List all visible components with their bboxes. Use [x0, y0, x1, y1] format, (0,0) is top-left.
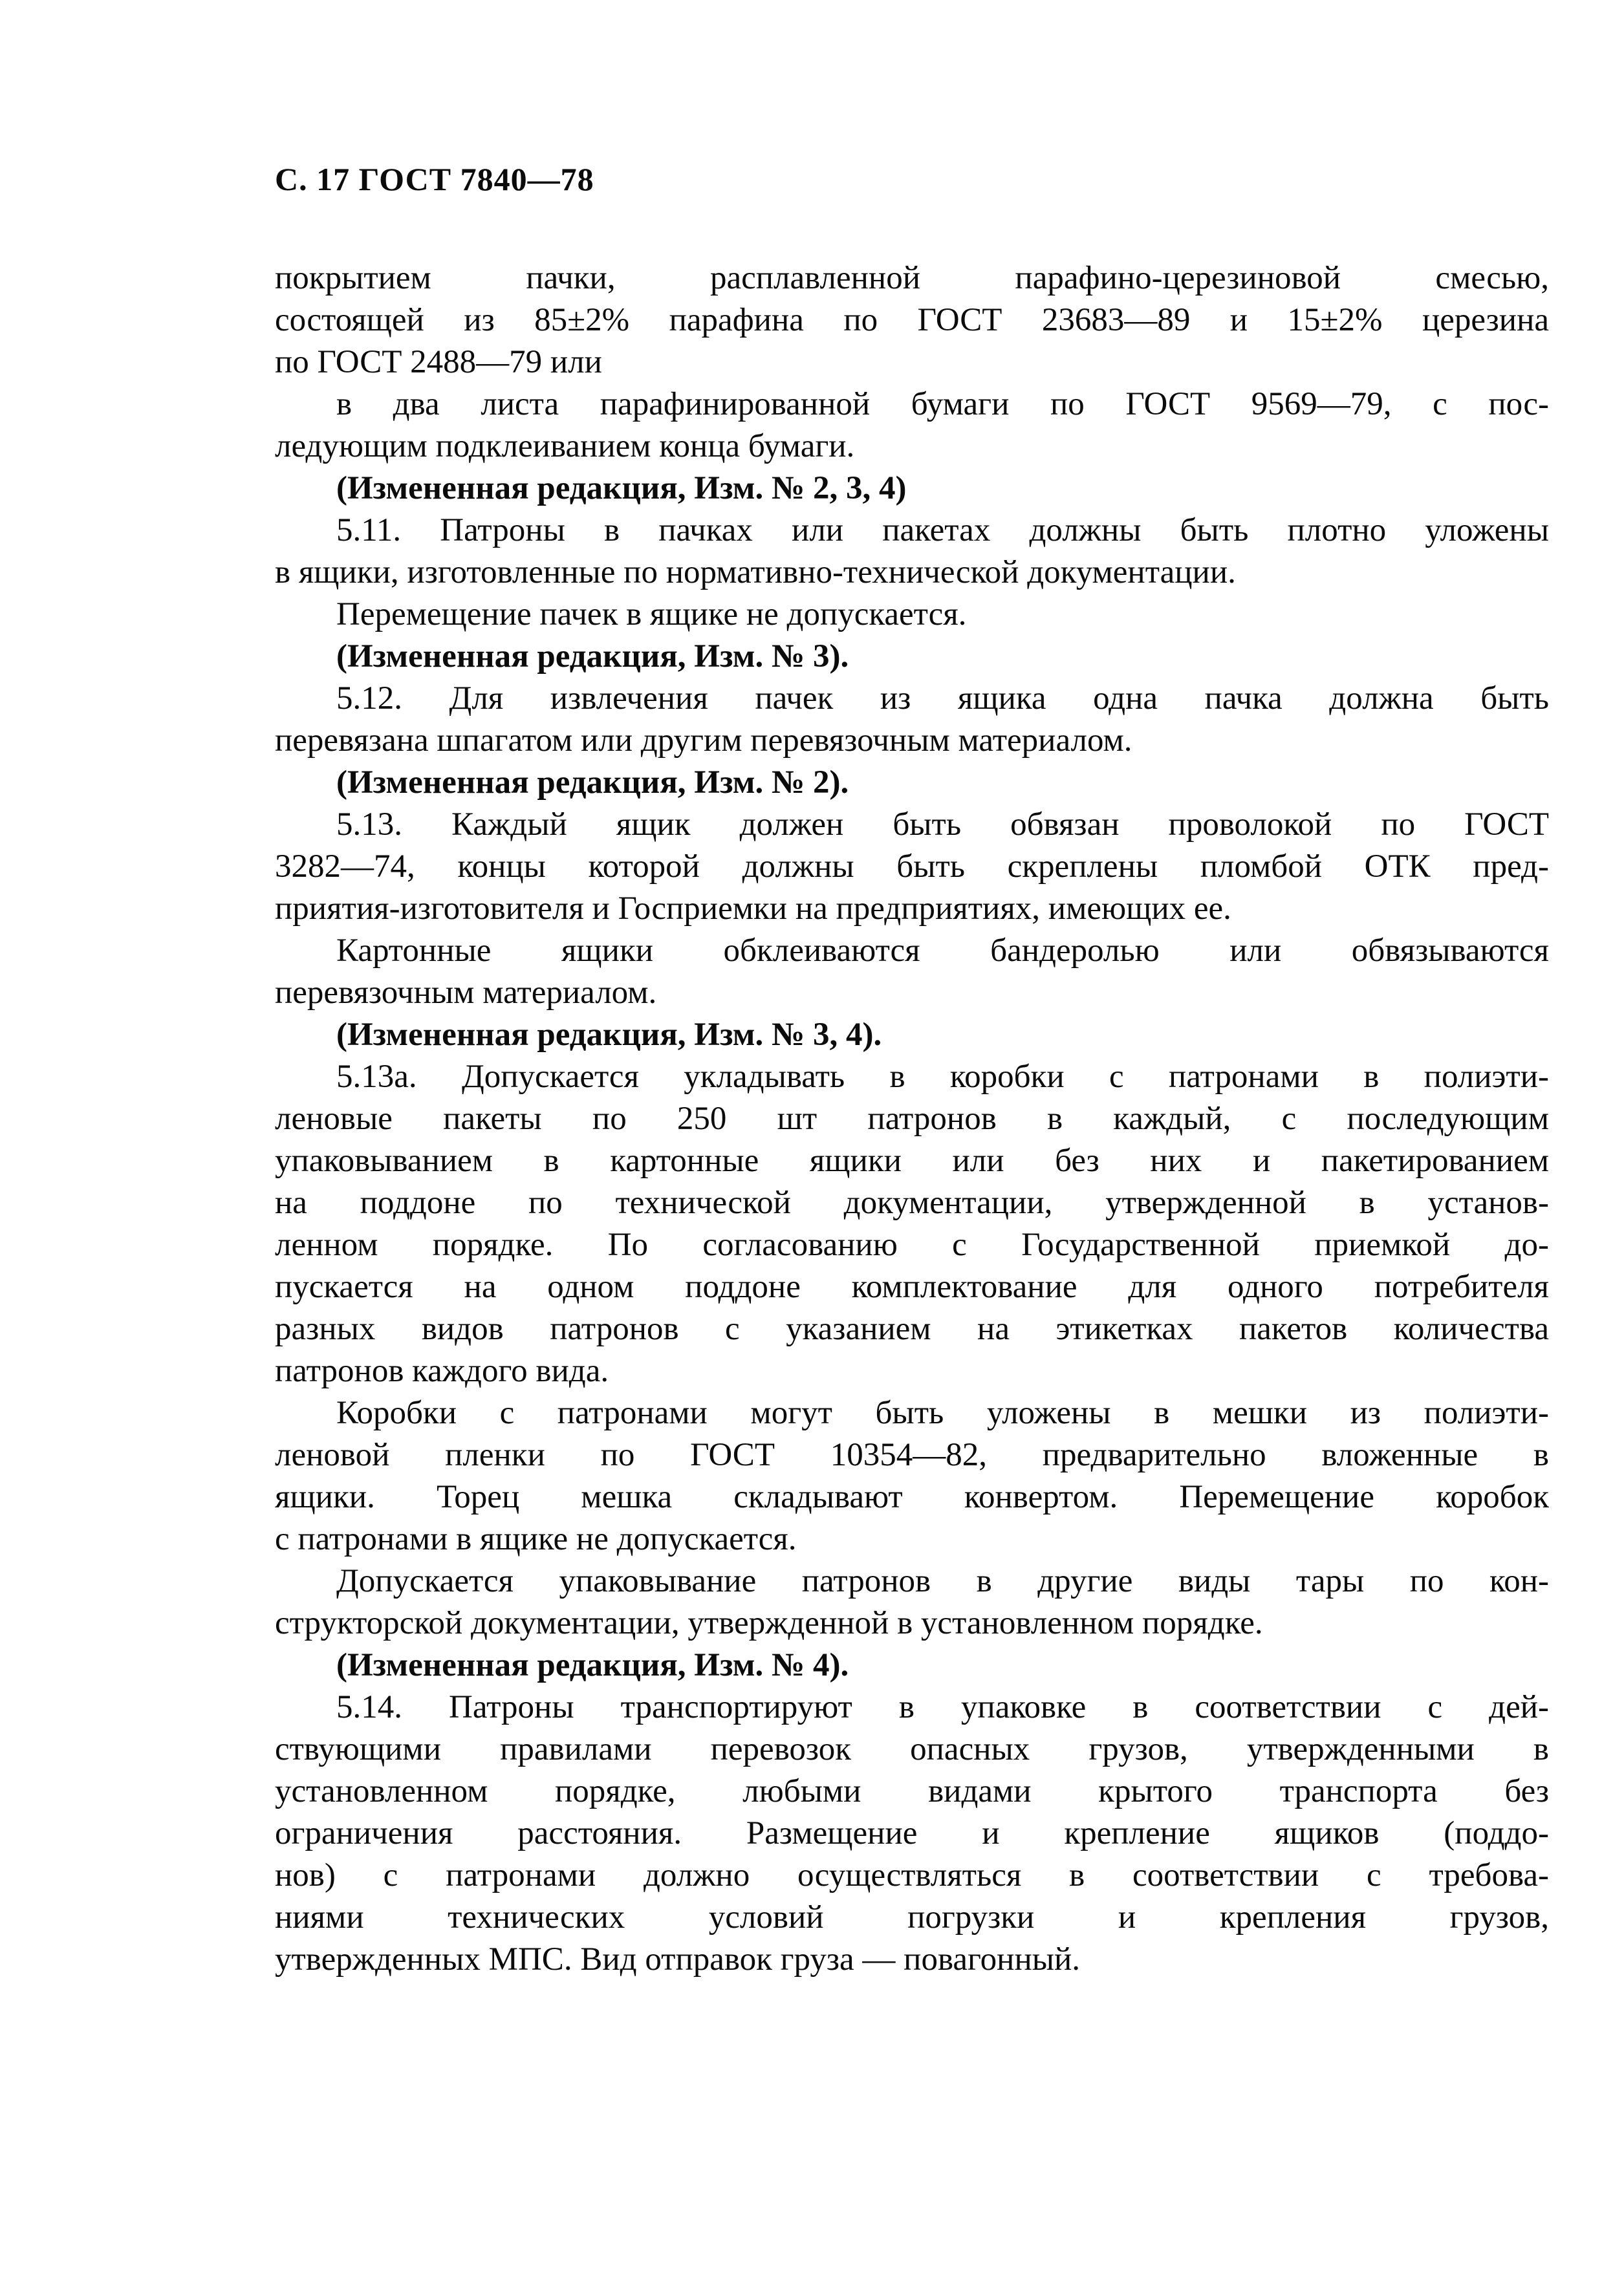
body-paragraph — [275, 678, 1549, 762]
text-line: пускается на одном поддоне комплектование для одного потребителя — [275, 1269, 1549, 1305]
text-line: нов) с патронами должно осуществляться в соответствии с требова- — [275, 1857, 1549, 1893]
text-line: 5.14. Патроны транспортируют в упаковке в соответствии с дей- — [336, 1689, 1549, 1725]
text-line: Коробки с патронами могут быть уложены в мешки из полиэти- — [336, 1395, 1549, 1431]
amendment-note-paragraph — [275, 1644, 1549, 1687]
text-line: приятия-изготовителя и Госприемки на предприятиях, имеющих ее. — [275, 890, 1231, 927]
text-line: (Измененная редакция, Изм. № 3). — [336, 638, 849, 674]
text-line: 5.11. Патроны в пачках или пакетах должны быть плотно уложены — [336, 512, 1549, 548]
body-paragraph — [275, 804, 1549, 930]
text-line: 3282—74, концы которой должны быть скреплены пломбой ОТК пред- — [275, 848, 1549, 885]
text-line: разных видов патронов с указанием на этикетках пакетов количества — [275, 1311, 1549, 1347]
text-line: Картонные ящики обклеиваются бандеролью или обвязываются — [336, 933, 1549, 969]
text-line: в ящики, изготовленные по нормативно-технической документации. — [275, 554, 1236, 590]
text-line: патронов каждого вида. — [275, 1353, 609, 1389]
text-block — [275, 257, 1549, 1981]
amendment-note-paragraph — [275, 636, 1549, 678]
text-line: ствующими правилами перевозок опасных грузов, утвержденными в — [275, 1731, 1549, 1767]
body-paragraph — [275, 383, 1549, 468]
text-line: ледующим подклеиванием конца бумаги. — [275, 428, 855, 464]
body-paragraph — [275, 594, 1549, 636]
text-line: (Измененная редакция, Изм. № 2). — [336, 764, 849, 801]
text-line: перевязочным материалом. — [275, 975, 657, 1011]
text-line: леновой пленки по ГОСТ 10354—82, предварительно вложенные в — [275, 1437, 1549, 1473]
body-paragraph — [275, 1056, 1549, 1392]
body-paragraph — [275, 257, 1549, 383]
amendment-note-paragraph — [275, 1014, 1549, 1056]
text-line: в два листа парафинированной бумаги по ГОСТ 9569—79, с пос- — [336, 386, 1549, 422]
body-paragraph — [275, 510, 1549, 594]
amendment-note-paragraph — [275, 762, 1549, 804]
text-line: покрытием пачки, расплавленной парафино-церезиновой смесью, — [275, 260, 1549, 296]
text-line: структорской документации, утвержденной в установленном порядке. — [275, 1605, 1263, 1641]
text-line: состоящей из 85±2% парафина по ГОСТ 23683—89 и 15±2% церезина — [275, 302, 1549, 338]
text-line: 5.13. Каждый ящик должен быть обвязан проволокой по ГОСТ — [336, 806, 1549, 843]
text-line: утвержденных МПС. Вид отправок груза — повагонный. — [275, 1941, 1081, 1978]
text-line: ниями технических условий погрузки и крепления грузов, — [275, 1899, 1549, 1935]
text-line: упаковыванием в картонные ящики или без них и пакетированием — [275, 1143, 1549, 1179]
body-paragraph — [275, 1560, 1549, 1644]
text-line: Перемещение пачек в ящике не допускается. — [336, 596, 967, 632]
text-line: на поддоне по технической документации, утвержденной в установ- — [275, 1185, 1549, 1221]
page-header: С. 17 ГОСТ 7840—78 — [275, 161, 594, 197]
text-line: 5.13а. Допускается укладывать в коробки с патронами в полиэти- — [336, 1059, 1549, 1095]
text-line: ленном порядке. По согласованию с Государственной приемкой до- — [275, 1227, 1549, 1263]
text-line: ящики. Торец мешка складывают конвертом. Перемещение коробок — [275, 1479, 1549, 1515]
text-line: Допускается упаковывание патронов в другие виды тары по кон- — [336, 1563, 1549, 1599]
text-line: леновые пакеты по 250 шт патронов в каждый, с последующим — [275, 1101, 1549, 1137]
text-line: (Измененная редакция, Изм. № 2, 3, 4) — [336, 470, 907, 506]
text-line: перевязана шпагатом или другим перевязочным материалом. — [275, 722, 1132, 759]
amendment-note-paragraph — [275, 468, 1549, 510]
text-line: с патронами в ящике не допускается. — [275, 1521, 797, 1557]
body-paragraph — [275, 930, 1549, 1014]
text-line: по ГОСТ 2488—79 или — [275, 344, 602, 380]
text-line: 5.12. Для извлечения пачек из ящика одна пачка должна быть — [336, 680, 1549, 717]
body-paragraph — [275, 1687, 1549, 1981]
text-line: (Измененная редакция, Изм. № 3, 4). — [336, 1017, 882, 1053]
text-line: (Измененная редакция, Изм. № 4). — [336, 1647, 849, 1683]
text-line: установленном порядке, любыми видами крытого транспорта без — [275, 1773, 1549, 1809]
body-paragraph — [275, 1392, 1549, 1560]
text-line: ограничения расстояния. Размещение и крепление ящиков (поддо- — [275, 1815, 1549, 1851]
